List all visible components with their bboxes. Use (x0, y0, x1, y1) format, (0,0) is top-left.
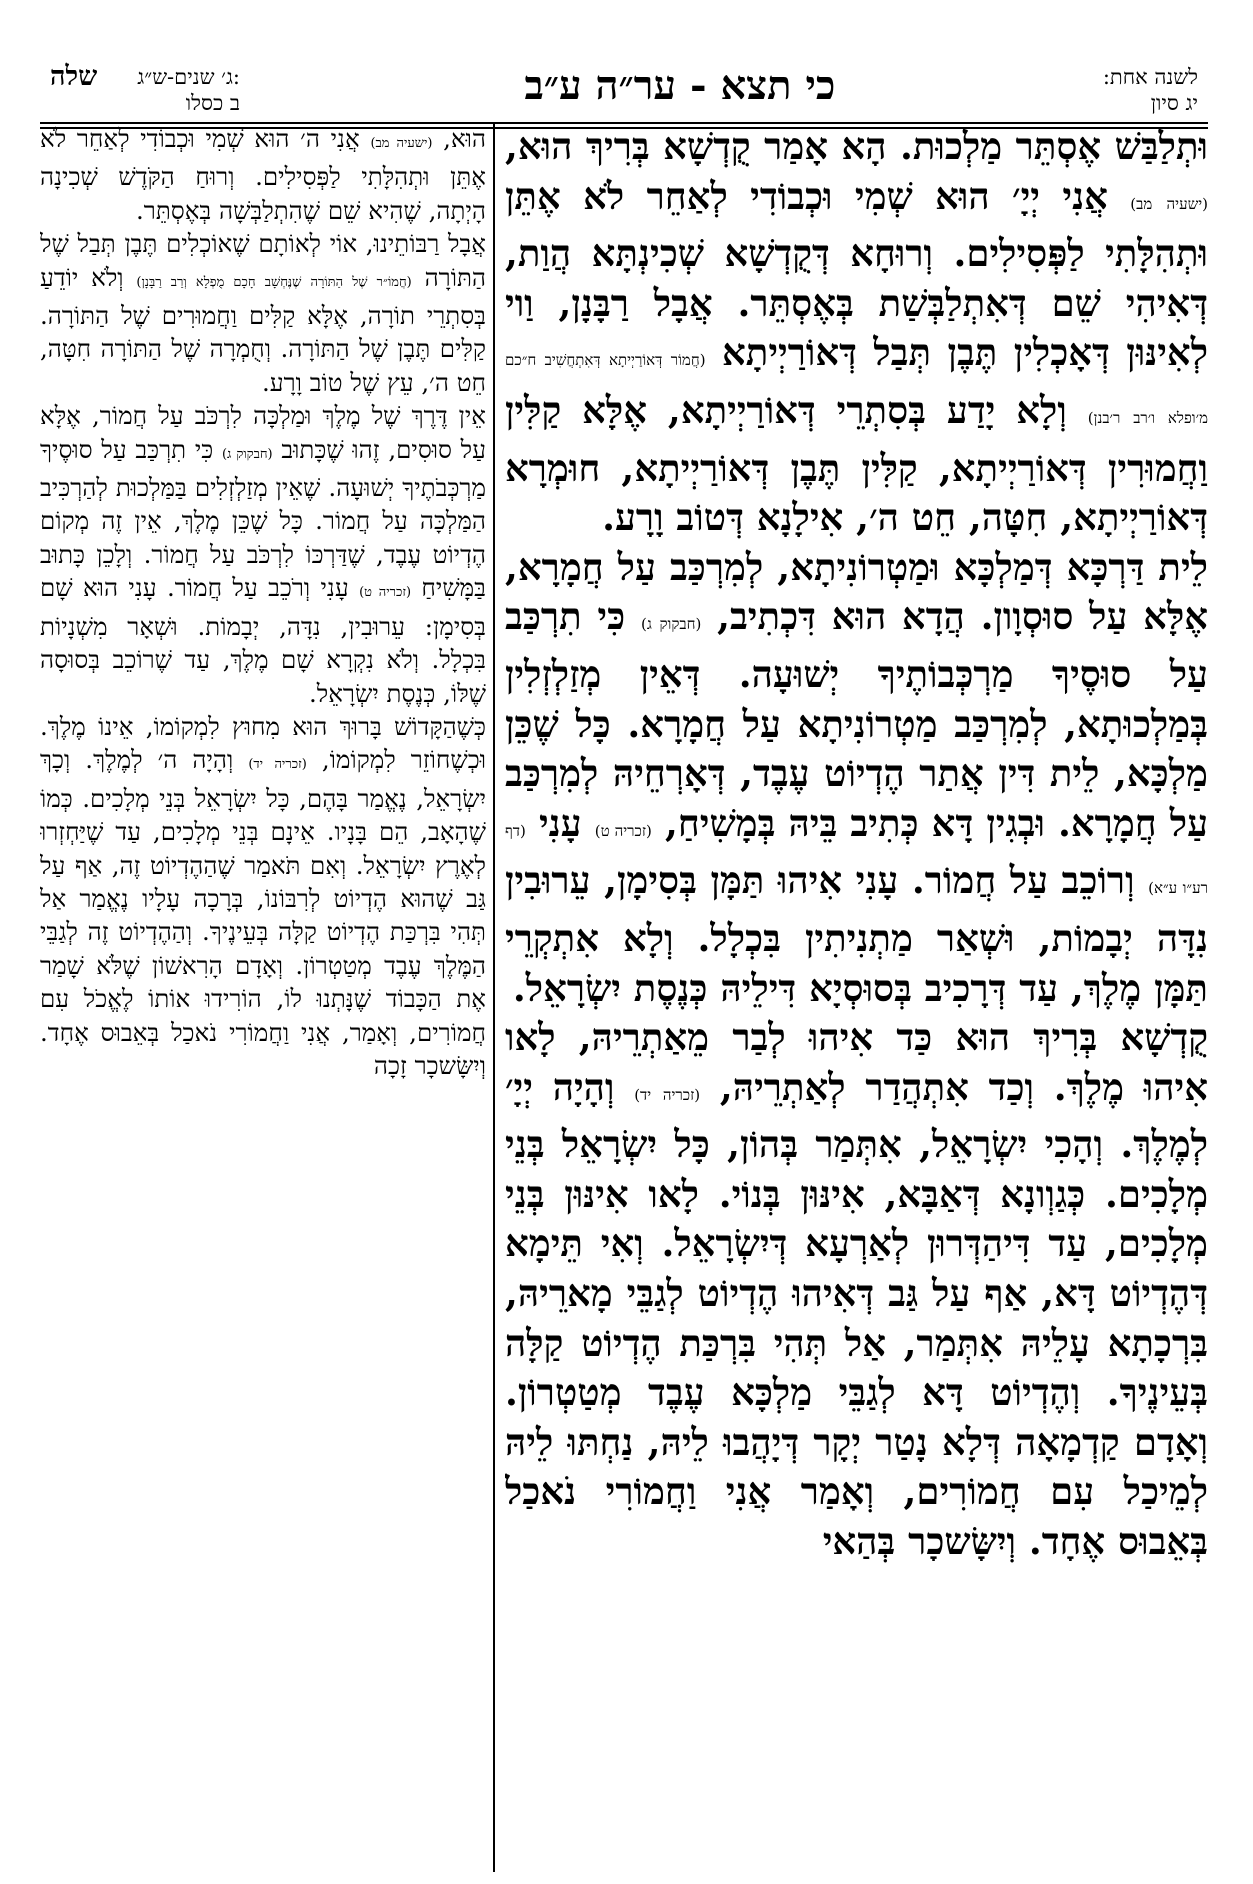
main-text: וְהָיָה יְיָ׳ לְמֶלֶךְ. וְהָכִי יִשְׂרָאֵל, אִתְּמַר בְּהוֹן, כָּל יִשְׂרָאֵל בְּנֵי מְלָכִים. כְּגַוְונָא דְּאַבָּא, אִינּוּן בְּנוֹי. לָאו אִינּוּן בְּנֵי מְלָכִים, עַד דִּיהַדְּרוּן לְאַרְעָא דְּיִשְׂרָאֵל. וְאִי תֵּימָא דְּהֶדְיוֹט דָּא, אַף עַל גַּב דְּאִיהוּ הֶדְיוֹט לְגַבֵּי מָארֵיהּ, בִּרְכָתָא עָלֵיהּ אִתְּמַר, אַל תְּהִי בִּרְכַּת הֶדְיוֹט קַלָּה בְּעֵינֶיךָ. וְהֶדְיוֹט דָּא לְגַבֵּי מַלְכָּא עֶבֶד מְטַטְרוֹן. וְאָדָם קַדְמָאָה דְּלָא נָטַר יְקָר דְּיָהֲבוּ לֵיהּ, נַחְתּוּ לֵיהּ לְמֵיכַל עִם חֲמוֹרִים, וְאָמַר אֲנִי וַחֲמוֹרִי נֹאכַל בְּאֵבוּס אֶחָד. וְיִשָּׂשכָר בְּהַאי (505, 1064, 1208, 1564)
translation-paragraph (40, 710, 486, 1082)
main-paragraph (505, 543, 1208, 1013)
schedule-three-years: ג׳ שנים-ש״ג: (137, 65, 240, 89)
source-reference: (חבקוק ג) (221, 446, 273, 462)
source-reference: (חבקוק ג) (641, 615, 702, 634)
translation-text: אֲנִי ה׳ הוּא שְׁמִי וּכְבוֹדִי לְאַחֵר לֹא אֶתֵּן וּתְהִלָּתִי לַפְּסִילִים. וְרוּחַ הַקֹּדֶשׁ שְׁכִינָה הָיְתָה, שֶׁהִיא שֵׁם שֶׁהִתְלַבְּשָׁה בְּאֶסְתֵּר. (40, 124, 486, 225)
translation-text: אֲבָל רַבּוֹתֵינוּ, אוֹי לְאוֹתָם שֶׁאוֹכְלִים תֶּבֶן תְּבַל שֶׁל הַתּוֹרָה (40, 229, 486, 292)
source-reference: (ישעיה מב) (370, 136, 433, 151)
main-text: אֲנִי יְיָ׳ הוּא שְׁמִי וּכְבוֹדִי לְאַחֵר לֹא אֶתֵּן וּתְהִלָּתִי לַפְּסִילִים. וְרוּחָא דְּקֻדְשָׁא שְׁכִינְתָּא הֲוַת, דְּאִיהִי שֵׁם דְּאִתְלַבְּשַׁת בְּאֶסְתֵּר. אֲבָל רַבָּנָן, וַוי לְאִינּוּן דְּאָכְלִין תֶּבֶן תְּבַל דְּאוֹרַיְיתָא (505, 173, 1208, 375)
source-reference: (חֲמוֹר דְּאוֹרַיְיתָא דְּאִתְחֲשִׁיב ח״כם מ׳ופלא ו׳רב ר׳בנן) (505, 351, 1208, 427)
page-header (40, 58, 1208, 118)
explanatory-note: (חֲמוֹ״ר שֶׁל הַתּוֹרָה שֶׁנֶּחְשָׁב חָכָם מֻפְלָא וְרַב רַבָּנָן) (136, 274, 412, 290)
main-text-column (505, 122, 1208, 1872)
main-text: וְלָא יָדַע בְּסִתְרֵי דְּאוֹרַיְיתָא, אֶלָּא קַלִּין וַחֲמוּרִין דְּאוֹרַיְיתָא, קַלִּין תֶּבֶן דְּאוֹרַיְיתָא, חוּמְרָא דְּאוֹרַיְיתָא, חִטָּה, חֵט ה׳, אִילָנָא דְּטוֹב וָרָע. (505, 387, 1208, 540)
source-reference: (זכריה יד) (634, 1085, 701, 1104)
translation-text: אֵין דֶּרֶךְ שֶׁל מֶלֶךְ וּמַלְכָּה לִרְכֹּב עַל חֲמוֹר, אֶלָּא עַל סוּסִים, זֶהוּ שֶׁכָּתוּב (40, 401, 486, 464)
main-text: עָנִי (538, 800, 582, 845)
source-reference: (זכריה ט) (594, 821, 652, 840)
main-paragraph (505, 1013, 1208, 1567)
translation-column (40, 122, 486, 1872)
parsha-name: שלה (50, 61, 98, 92)
translation-text: כִּי תִרְכַּב עַל סוּסֶיךָ מַרְכְּבֹתֶיךָ יְשׁוּעָה. שֶׁאֵין מְזַלְזְלִים בַּמַּלְכוּת לְהַרְכִּיב הַמַּלְכָּה עַל חֲמוֹר. כָּל שֶׁכֵּן מֶלֶךְ, אֵין זֶה מְקוֹם הֶדְיוֹט עֶבֶד, שֶׁדַּרְכּוֹ לִרְכֹּב עַל חֲמוֹר. וְלָכֵן כָּתוּב בַּמָּשִׁיחַ (40, 434, 486, 603)
main-text: וּתְלַבַּשׁ אֶסְתֵּר מַלְכוּת. הָא אָמַר קֻדְשָׁא בְּרִיךְ הוּא, (505, 124, 1208, 168)
translation-text: וְהָיָה ה׳ לְמֶלֶךְ. וְכָךְ יִשְׂרָאֵל, נֶאֱמַר בָּהֶם, כָּל יִשְׂרָאֵל בְּנֵי מְלָכִים. כְּמוֹ שֶׁהָאָב, הֵם בָּנָיו. אֵינָם בְּנֵי מְלָכִים, עַד שֶׁיַּחְזְרוּ לְאֶרֶץ יִשְׂרָאֵל. וְאִם תֹּאמַר שֶׁהַהֶדְיוֹט זֶה, אַף עַל גַּב שֶׁהוּא הֶדְיוֹט לְרִבּוֹנוֹ, בְּרָכָה עָלָיו נֶאֱמַר אַל תְּהִי בִּרְכַּת הֶדְיוֹט קַלָּה בְּעֵינֶיךָ. וְהַהֶדְיוֹט זֶה לְגַבֵּי הַמֶּלֶךְ עֶבֶד מְטַטְרוֹן. וְאָדָם הָרִאשׁוֹן שֶׁלֹּא שָׁמַר אֶת הַכָּבוֹד שֶׁנָּתְנוּ לוֹ, הוֹרִידוּ אוֹתוֹ לֶאֱכֹל עִם חֲמוֹרִים, וְאָמַר, אֲנִי וַחֲמוֹרִי נֹאכַל בְּאֵבוּס אֶחָד. וְיִשָּׂשכָר זָכָה (40, 745, 486, 1080)
source-reference: (ישעיה מב) (1130, 194, 1208, 213)
translation-paragraph (40, 227, 486, 399)
translation-text: עָנִי וְרֹכֵב עַל חֲמוֹר. עָנִי הוּא שָׁם בְּסִימָן: עֵרוּבִין, נִדָּה, יְבָמוֹת. וּשְׁאָר מִשְׁנָיוֹת בִּכְלָל. וְלֹא נִקְרָא שָׁם מֶלֶךְ, עַד שֶׁרוֹכֵב בְּסוּסָה שֶׁלּוֹ, כְּנֶסֶת יִשְׂרָאֵל. (40, 573, 486, 708)
main-text: לֵית דַּרְכָּא דְּמַלְכָּא וּמַטְרוֹנִיתָא, לְמִרְכַּב עַל חֲמָרָא, אֶלָּא עַל סוּסְוָון. הֲדָא הוּא דִּכְתִיב, (505, 544, 1208, 639)
main-text: וְרוֹכֵב עַל חֲמוֹר. עָנִי אִיהוּ תַּמָּן בְּסִימָן, עֵרוּבִין נִדָּה יְבָמוֹת, וּשְׁאַר מַתְנִיתִין בִּכְלָל. וְלָא אִתְקְרֵי תַּמָּן מֶלֶךְ, עַד דְּרָכִיב בְּסוּסְיָא דִּילֵיהּ כְּנֶסֶת יִשְׂרָאֵל. (505, 858, 1208, 1010)
header-left (50, 61, 240, 116)
translation-paragraph (40, 122, 486, 227)
schedule-one-year-date: יג סיון (1150, 91, 1198, 115)
schedule-one-year: לשנה אחת: (1102, 65, 1198, 89)
translation-text: וְלֹא יוֹדֵעַ בְּסִתְרֵי תוֹרָה, אֶלָּא קַלִּים וַחֲמוּרִים שֶׁל הַתּוֹרָה. קַלִּים תֶּבֶן שֶׁל הַתּוֹרָה. וְחֻמְרָה שֶׁל הַתּוֹרָה חִטָּה, חֵט ה׳, עֵץ שֶׁל טוֹב וָרָע. (40, 262, 486, 397)
translation-paragraph (40, 399, 486, 710)
header-right (1048, 64, 1198, 116)
main-text: כִּי תִרְכַּב עַל סוּסֶיךָ מַרְכְּבוֹתֶיךָ יְשׁוּעָה. דְּאֵין מְזַלְזְלִין בְּמַלְכוּתָא, לְמִרְכַּב מַטְרוֹנִיתָא עַל חֲמָרָא. כָּל שֶׁכֵּן מַלְכָּא, לֵית דִּין אֲתַר הֶדְיוֹט עֶבֶד, דְּאָרְחֵיהּ לְמִרְכַּב עַל חֲמָרָא. וּבְגִין דָּא כְּתִיב בֵּיהּ בְּמָשִׁיחַ, (505, 594, 1208, 845)
source-reference: (זכריה ט) (359, 585, 412, 601)
column-divider (493, 122, 495, 1872)
page-title: כי תצא - ער״ה ע״ב (524, 62, 836, 109)
page-reference: (דף רע״ו ע״א) (505, 821, 1208, 898)
main-paragraph (505, 122, 1208, 543)
main-text: קֻדְשָׁא בְּרִיךְ הוּא כַּד אִיהוּ לְבַר מֵאַתְרֵיהּ, לָאו אִיהוּ מֶלֶךְ. וְכַד אִתְהֲדַר לְאַתְרֵיהּ, (505, 1015, 1208, 1109)
source-reference: (זכריה יד) (248, 757, 307, 773)
translation-text: הוּא, (443, 124, 486, 153)
translation-text: כְּשֶׁהַקָּדוֹשׁ בָּרוּךְ הוּא מִחוּץ לִמְקוֹמוֹ, אֵינוֹ מֶלֶךְ. וּכְשֶׁחוֹזֵר לִמְקוֹמוֹ, (40, 711, 486, 775)
schedule-three-years-date: ב כסלו (185, 91, 240, 115)
